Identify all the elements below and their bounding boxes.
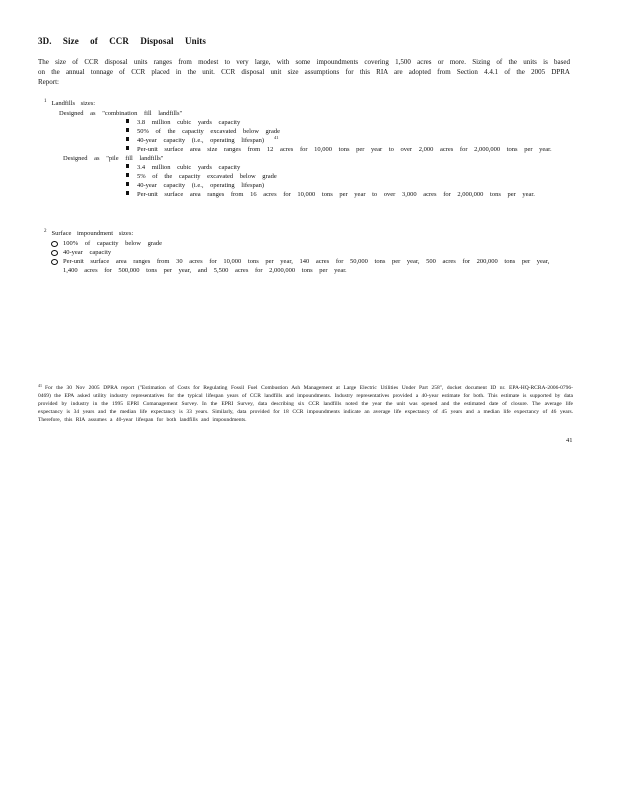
pile-fill-list	[124, 163, 574, 199]
section-heading: 3D. Size of CCR Disposal Units	[38, 36, 207, 46]
footnote	[38, 384, 573, 424]
landfills-title: Landfills sizes:	[51, 100, 96, 107]
list-item: Per-unit surface area size ranges from 12 acres for 10,000 tons per year to over 2,000 acres for 2,000,000 tons per year.	[124, 145, 574, 154]
pile-fill-title: Designed as "pile fill landfills"	[63, 155, 164, 162]
combination-fill-title: Designed as "combination fill landfills"	[59, 110, 183, 117]
list-item: 40-year capacity (i.e., operating lifespan)	[124, 181, 574, 190]
footnote-text: For the 30 Nov 2005 DPRA report ("Estimation of Costs for Regulating Fossil Fuel Combustion Ash Management at Large Electric Utilities Under Part 258", docket document ID nr. EPA-HQ-RCRA-2006-0796-0469) the EPA asked utility industry representatives for the typical lifespan years of CCR landfills and impoundments. Industry representatives provided a 40-year estimate for both. This estimate is supported by data provided by industry in the 1995 EPRI Comanagement Survey. In the EPRI Survey, data describing six CCR landfills noted the year the unit was opened and the estimated date of closure. The average life expectancy is 34 years and the median life expectancy is 33 years. Similarly, data provided for 18 CCR impoundments indicate an average life expectancy of 45 years and a median life expectancy of 46 years. Therefore, this RIA assumes a 40-year lifespan for both landfills and impoundments.	[38, 385, 573, 423]
page-number: 41	[566, 437, 573, 444]
impoundments-section	[44, 229, 559, 275]
list-item: 50% of the capacity excavated below grade	[124, 127, 574, 136]
list-item: 3.4 million cubic yards capacity	[124, 163, 574, 172]
section-marker: 2	[44, 229, 47, 234]
list-item: Per-unit surface area ranges from 16 acres for 10,000 tons per year to over 3,000 acres for 2,000,000 tons per year.	[124, 190, 574, 199]
list-item: 5% of the capacity excavated below grade	[124, 172, 574, 181]
list-item: 40-year capacity (i.e., operating lifespan) $^{41}$	[124, 136, 574, 145]
impoundments-heading	[44, 229, 559, 239]
impoundments-list	[51, 239, 559, 275]
list-item: 40-year capacity	[51, 248, 559, 257]
list-item: 100% of capacity below grade	[51, 239, 559, 248]
footnote-reference: 41	[274, 135, 279, 140]
list-item: Per-unit surface area ranges from 30 acres for 10,000 tons per year, 140 acres for 50,000 tons per year, 500 acres for 200,000 tons per year, 1,400 acres for 500,000 tons per year, and 5,500 acres for 2,000,000 tons per year.	[51, 257, 559, 275]
section-marker: 1	[44, 99, 47, 104]
impoundments-title: Surface impoundment sizes:	[51, 230, 134, 237]
landfills-section	[44, 99, 574, 199]
intro-paragraph: The size of CCR disposal units ranges from modest to very large, with some impoundments covering 1,500 acres or more. Sizing of the units is based on the annual tonnage of CCR placed in the unit. CCR disposal unit size assumptions for this RIA are adopted from Section 4.4.1 of the 2005 DPRA Report:	[38, 58, 570, 86]
combination-fill-list	[124, 118, 574, 154]
list-item: 3.8 million cubic yards capacity	[124, 118, 574, 127]
footnote-marker: 41	[38, 383, 42, 388]
landfills-heading	[44, 99, 574, 109]
